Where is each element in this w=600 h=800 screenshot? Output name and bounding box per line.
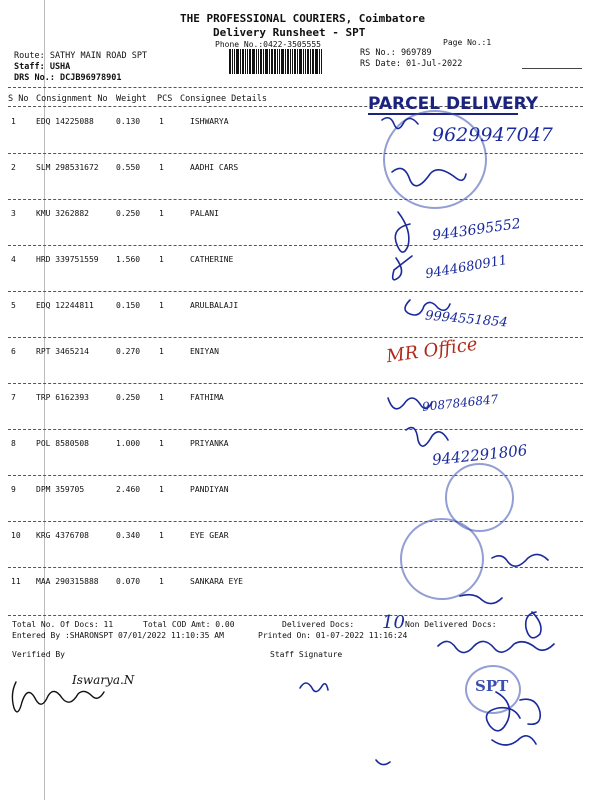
row-consignment: KRG 4376708 (36, 531, 89, 540)
row-weight: 0.130 (116, 117, 141, 126)
total-docs: Total No. Of Docs: 11 (12, 620, 114, 629)
header-pcs: PCS (157, 94, 173, 104)
row-weight: 0.250 (116, 393, 141, 402)
company-name: THE PROFESSIONAL COURIERS, Coimbatore (180, 12, 426, 25)
row-pcs: 1 (159, 531, 164, 540)
route: Route: SATHY MAIN ROAD SPT (14, 51, 148, 61)
row-sno: 11 (11, 577, 21, 586)
signature-mark (460, 595, 502, 604)
row-weight: 0.270 (116, 347, 141, 356)
signature-mark (492, 554, 548, 566)
row-weight: 0.250 (116, 209, 141, 218)
row-pcs: 1 (159, 301, 164, 310)
page-number: Page No.:1 (443, 38, 492, 47)
row-consignment: HRD 339751559 (36, 255, 99, 264)
row-consignment: DPM 359705 (36, 485, 85, 494)
row-pcs: 1 (159, 255, 164, 264)
parcel-delivery-stamp: PARCEL DELIVERY (368, 94, 539, 114)
signature-mark (388, 398, 432, 409)
signature-mark (486, 692, 520, 731)
row-sno: 7 (11, 393, 16, 402)
row-pcs: 1 (159, 209, 164, 218)
spt-stamp-text: SPT (475, 677, 509, 695)
row-consignee: PANDIYAN (190, 485, 229, 494)
row-pcs: 1 (159, 117, 164, 126)
row-sno: 3 (11, 209, 16, 218)
row-pcs: 1 (159, 347, 164, 356)
row-sno: 1 (11, 117, 16, 126)
row-consignee: EYE GEAR (190, 531, 229, 540)
row-consignee: CATHERINE (190, 255, 234, 264)
row-consignment: KMU 3262882 (36, 209, 89, 218)
entered-by: Entered By :SHARONSPT 07/01/2022 11:10:35 AM (12, 631, 224, 640)
signature-mark (395, 212, 410, 252)
handwritten-phone: 9443695552 (431, 215, 522, 245)
row-consignee: PRIYANKA (190, 439, 229, 448)
row-consignee: ENIYAN (190, 347, 219, 356)
handwritten-delivered-count: 10 (382, 612, 405, 633)
row-sno: 6 (11, 347, 16, 356)
header-weight: Weight (116, 94, 147, 104)
signature-mark (382, 118, 418, 129)
signature-mark (406, 428, 448, 447)
row-consignee: PALANI (190, 209, 219, 218)
verified-by-label: Verified By (12, 650, 65, 659)
row-sno: 4 (11, 255, 16, 264)
staff-signature-label: Staff Signature (270, 650, 343, 659)
row-consignee: AADHI CARS (190, 163, 239, 172)
row-sno: 8 (11, 439, 16, 448)
row-pcs: 1 (159, 163, 164, 172)
row-consignment: MAA 290315888 (36, 577, 99, 586)
row-weight: 1.000 (116, 439, 141, 448)
row-sno: 10 (11, 531, 21, 540)
header-sno: S No (8, 94, 29, 104)
row-weight: 0.550 (116, 163, 141, 172)
header-consignment: Consignment No (36, 94, 108, 104)
printed-on: Printed On: 01-07-2022 11:16:24 (258, 631, 408, 640)
non-delivered-docs: Non Delivered Docs: (405, 620, 497, 629)
row-consignment: TRP 6162393 (36, 393, 89, 402)
rs-number: RS No.: 969789 (360, 48, 432, 58)
row-consignment: POL 8580508 (36, 439, 89, 448)
verified-signature-text: Iswarya.N (72, 673, 135, 687)
row-sno: 9 (11, 485, 16, 494)
signature-mark (392, 168, 466, 185)
signature-mark (526, 612, 541, 638)
signature-mark (438, 641, 554, 652)
row-weight: 0.070 (116, 577, 141, 586)
signature-mark (300, 683, 328, 692)
header-consignee: Consignee Details (180, 94, 267, 104)
row-pcs: 1 (159, 577, 164, 586)
row-consignment: EDQ 14225088 (36, 117, 94, 126)
signature-mark (393, 256, 412, 280)
row-pcs: 1 (159, 485, 164, 494)
row-consignment: SLM 298531672 (36, 163, 99, 172)
row-weight: 2.460 (116, 485, 141, 494)
row-consignee: SANKARA EYE (190, 577, 243, 586)
handwritten-phone: 9629947047 (432, 124, 553, 146)
signature-mark (520, 699, 540, 724)
signature-mark (405, 300, 450, 315)
row-consignee: ISHWARYA (190, 117, 229, 126)
row-weight: 0.150 (116, 301, 141, 310)
rs-date: RS Date: 01-Jul-2022 (360, 59, 463, 69)
signature-mark (376, 760, 390, 765)
row-weight: 1.560 (116, 255, 141, 264)
row-weight: 0.340 (116, 531, 141, 540)
phone-number: Phone No.:0422-3505555 (215, 40, 321, 49)
handwritten-phone: 9442291806 (431, 441, 529, 469)
handwritten-phone: 9087846847 (421, 392, 499, 414)
handwritten-note: MR Office (384, 333, 479, 368)
drs-number: DRS No.: DCJB96978901 (14, 73, 122, 83)
row-consignment: EDQ 12244811 (36, 301, 94, 310)
row-pcs: 1 (159, 393, 164, 402)
signature-mark (492, 736, 536, 745)
row-consignee: FATHIMA (190, 393, 224, 402)
row-sno: 2 (11, 163, 16, 172)
cod-amount: Total COD Amt: 0.00 (143, 620, 235, 629)
row-consignment: RPT 3465214 (36, 347, 89, 356)
runsheet-title: Delivery Runsheet - SPT (213, 26, 366, 39)
handwritten-phone: 9994551854 (424, 308, 509, 331)
delivered-docs: Delivered Docs: (282, 620, 355, 629)
handwritten-phone: 9444680911 (424, 252, 509, 283)
row-sno: 5 (11, 301, 16, 310)
row-consignee: ARULBALAJI (190, 301, 239, 310)
staff: Staff: USHA (14, 62, 71, 72)
row-pcs: 1 (159, 439, 164, 448)
